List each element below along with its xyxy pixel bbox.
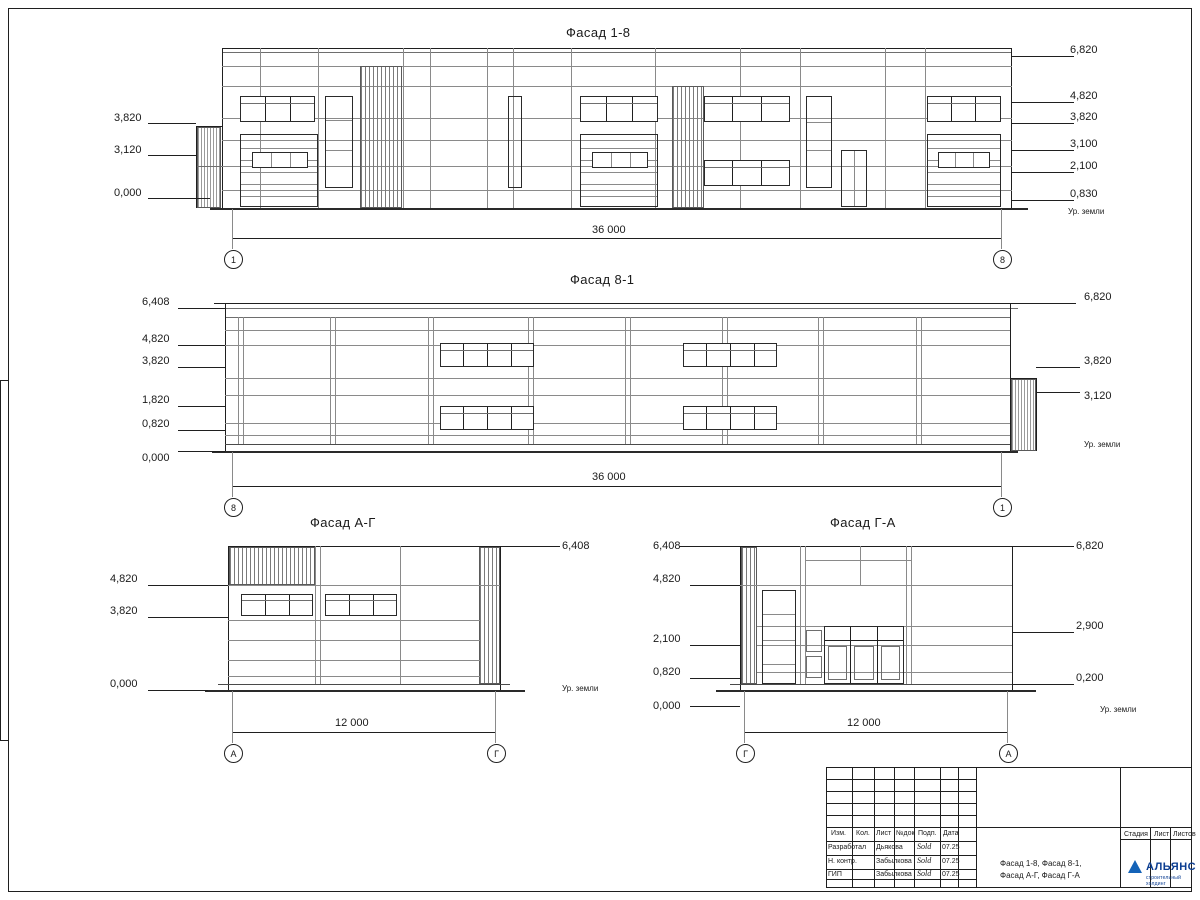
- fga-lmark-4820: 4,820: [653, 573, 681, 585]
- f18-joint-5: [571, 48, 572, 208]
- fag-band-3: [228, 640, 480, 641]
- f18-lmark-3820-line: [148, 123, 196, 124]
- f81-window-1-m1: [463, 344, 464, 366]
- fag-window-2-rail: [326, 600, 396, 601]
- tb-row-3: [826, 803, 976, 804]
- f81-annex-right: [1036, 378, 1037, 451]
- f18-window-5-rail: [705, 103, 789, 104]
- fga-dim-line: [744, 732, 1008, 733]
- f81-lmark-0820-line: [178, 430, 225, 431]
- fga-entrance-transom: [825, 640, 903, 641]
- f81-dim-line: [232, 486, 1002, 487]
- fga-entrance-panel-1: [828, 646, 847, 680]
- fag-window-1: [241, 594, 313, 616]
- fag-ground-line: [205, 690, 525, 692]
- tb-row-7: [826, 855, 976, 856]
- f81-window-3-m1: [463, 407, 464, 429]
- f81-window-2-m1: [706, 344, 707, 366]
- f18-door-3-vision: [938, 152, 990, 168]
- fga-side-panel-2: [806, 656, 822, 678]
- tb-col-1: [852, 767, 853, 888]
- f81-rmark-6820: 6,820: [1084, 291, 1112, 303]
- f18-door-2-s1: [581, 148, 657, 149]
- fag-window-1-m1: [265, 595, 266, 615]
- f81-roof-top: [214, 303, 1018, 304]
- fga-rmark-6820: 6,820: [1076, 540, 1104, 552]
- f81-window-2-m3: [754, 344, 755, 366]
- tb-row-role-3: ГИП: [828, 871, 842, 878]
- f81-rmark-3120: 3,120: [1084, 390, 1112, 402]
- f18-door-3-v1: [955, 153, 956, 167]
- f18-lmark-0000-line: [148, 198, 210, 199]
- fga-rmark-0200: 0,200: [1076, 672, 1104, 684]
- f81-rmark-3120-line: [1036, 392, 1080, 393]
- view-title-facade-1-8: Фасад 1-8: [566, 25, 631, 40]
- f18-door-2-s3: [581, 172, 657, 173]
- f81-window-4-m2: [730, 407, 731, 429]
- f18-axis-marker-left: 1: [224, 250, 243, 269]
- sheet-left-margin: [0, 380, 1, 740]
- f18-door-1-v2: [290, 153, 291, 167]
- f18-window-4-m1: [606, 97, 607, 121]
- fag-band-5: [228, 676, 480, 677]
- fga-window-tall-r3: [763, 664, 795, 665]
- f81-window-2-rail: [684, 350, 776, 351]
- tb-stage-row: [1120, 839, 1192, 840]
- f81-window-3-rail: [441, 413, 533, 414]
- f18-window-3: [508, 96, 522, 188]
- company-name: АЛЬЯНС: [1146, 861, 1197, 873]
- fga-ground-line: [716, 690, 1036, 692]
- f81-window-4-m1: [706, 407, 707, 429]
- f81-joint-14: [823, 317, 824, 444]
- f18-joint-11: [430, 48, 431, 208]
- f18-door-3-s5: [928, 196, 1000, 197]
- f81-window-1-rail: [441, 350, 533, 351]
- fag-joint-1: [315, 546, 316, 684]
- f18-ribbed-panel-1: [360, 66, 402, 208]
- fag-dim-value: 12 000: [335, 717, 369, 729]
- f81-window-4-rail: [684, 413, 776, 414]
- fga-lmark-0000-line: [690, 706, 740, 707]
- sheet-left-margin-tick-top: [0, 380, 9, 381]
- fga-joint-3: [906, 546, 907, 684]
- tb-row-name-3: Забылкова: [876, 871, 912, 878]
- fag-window-1-rail: [242, 600, 312, 601]
- f81-joint-6: [433, 317, 434, 444]
- f18-door-2-s4: [581, 184, 657, 185]
- f18-dim-value: 36 000: [592, 224, 626, 236]
- f18-door-3-s1: [928, 148, 1000, 149]
- f81-band-1: [225, 330, 1010, 331]
- f18-rmark-2100: 2,100: [1070, 160, 1098, 172]
- fag-lmark-3820-line: [148, 617, 228, 618]
- f81-lmark-4820: 4,820: [142, 333, 170, 345]
- f18-window-4-rail: [581, 103, 657, 104]
- tb-col-4: [914, 767, 915, 888]
- f18-dim-line: [232, 238, 1002, 239]
- tb-row-name-0: Дьякова: [876, 844, 903, 851]
- f18-door-1-vision: [252, 152, 308, 168]
- fga-window-tall: [762, 590, 796, 684]
- f81-ext-right: [1001, 452, 1002, 497]
- f18-joint-3: [403, 48, 404, 208]
- fga-lmark-0820: 0,820: [653, 666, 681, 678]
- f18-lmark-0000: 0,000: [114, 187, 142, 199]
- fag-window-2: [325, 594, 397, 616]
- fag-window-1-m2: [289, 595, 290, 615]
- f81-window-1-m2: [487, 344, 488, 366]
- view-title-facade-a-g: Фасад А-Г: [310, 515, 376, 530]
- f81-joint-10: [630, 317, 631, 444]
- f18-door-3-s3: [928, 172, 1000, 173]
- fag-ribbed-left: [229, 547, 315, 585]
- fga-lmark-4820-line: [690, 585, 740, 586]
- f18-annex-hatch: [197, 127, 221, 208]
- fga-window-tall-r2: [763, 640, 795, 641]
- f18-door-1-s4: [241, 184, 317, 185]
- f18-annex-mid: [197, 166, 222, 167]
- fga-right-edge: [1012, 546, 1013, 690]
- fag-dim-line: [232, 732, 496, 733]
- fga-rmark-6820-line: [1012, 546, 1074, 547]
- f18-joint-10: [925, 48, 926, 208]
- tb-header-podp: Подп.: [918, 830, 937, 837]
- tb-drawing-name-line1: Фасад 1-8, Фасад 8-1,: [1000, 859, 1082, 868]
- f81-ground-line: [212, 451, 1018, 453]
- fag-axis-marker-left: А: [224, 744, 243, 763]
- tb-header-kol: Кол.: [856, 830, 870, 837]
- f18-rmark-0830-line: [1012, 200, 1074, 201]
- fag-joint-2: [320, 546, 321, 684]
- fag-plinth: [218, 684, 510, 685]
- fga-side-panel-1: [806, 630, 822, 652]
- tb-header-izm: Изм.: [831, 830, 846, 837]
- view-title-facade-8-1: Фасад 8-1: [570, 272, 635, 287]
- f81-window-3-m2: [487, 407, 488, 429]
- f18-window-7-r1: [807, 122, 831, 123]
- fga-rmark-2900-line: [1012, 632, 1074, 633]
- f18-window-4-m2: [632, 97, 633, 121]
- fga-lmark-6408: 6,408: [653, 540, 681, 552]
- fag-lmark-4820-line: [148, 585, 228, 586]
- f18-window-8-m1: [951, 97, 952, 121]
- f18-window-2-r1: [326, 120, 352, 121]
- f81-band-4: [225, 395, 1010, 396]
- f18-window-2: [325, 96, 353, 188]
- f81-band-2: [225, 345, 1010, 346]
- f18-window-1-mul1: [265, 97, 266, 121]
- f18-rmark-3820-line: [1012, 123, 1074, 124]
- fag-band-1: [228, 585, 500, 586]
- f81-dim-value: 36 000: [592, 471, 626, 483]
- f81-band-6: [225, 435, 1010, 436]
- f81-axis-marker-left: 8: [224, 498, 243, 517]
- f18-rmark-2100-line: [1012, 172, 1074, 173]
- tb-row-sign-2: Sold: [917, 856, 932, 865]
- f81-lmark-4820-line: [178, 345, 225, 346]
- fga-rmark-2900: 2,900: [1076, 620, 1104, 632]
- tb-row-sign-3: Sold: [917, 869, 932, 878]
- fga-ribbed-left: [741, 547, 757, 684]
- fag-ground-label: Ур. земли: [562, 684, 599, 693]
- tb-row-date-3: 07.25: [942, 871, 960, 878]
- fga-ext-left: [744, 691, 745, 743]
- company-subtitle: строительный холдинг: [1146, 875, 1182, 887]
- f81-joint-2: [243, 317, 244, 444]
- fga-ground-label: Ур. земли: [1100, 705, 1137, 714]
- f18-ext-left: [232, 209, 233, 249]
- f81-annex-hatch: [1011, 379, 1036, 451]
- fga-axis-marker-right: А: [999, 744, 1018, 763]
- f81-lmark-0000-line: [178, 451, 225, 452]
- fga-lmark-0000: 0,000: [653, 700, 681, 712]
- f18-window-2-r2: [326, 150, 352, 151]
- f18-roof-top: [222, 48, 1012, 49]
- fga-entrance-m2: [877, 627, 878, 683]
- tb-row-8: [826, 869, 976, 870]
- fag-axis-marker-right: Г: [487, 744, 506, 763]
- fag-window-2-m2: [373, 595, 374, 615]
- fag-ribbed-right: [479, 547, 500, 684]
- tb-col-5: [940, 767, 941, 888]
- f18-band-1: [222, 66, 1012, 67]
- tb-col-6: [958, 767, 959, 888]
- f18-rmark-3100: 3,100: [1070, 138, 1098, 150]
- fga-lmark-2100: 2,100: [653, 633, 681, 645]
- fag-lmark-3820: 3,820: [110, 605, 138, 617]
- f18-ground-label: Ур. земли: [1068, 207, 1105, 216]
- f18-window-1: [240, 96, 315, 122]
- f18-ext-right: [1001, 209, 1002, 249]
- fag-joint-3: [400, 546, 401, 684]
- f81-band-3: [225, 378, 1010, 379]
- f18-rmark-3820: 3,820: [1070, 111, 1098, 123]
- tb-row-5: [826, 827, 1192, 828]
- fga-lmark-6408-line: [680, 546, 740, 547]
- f18-joint-2: [318, 48, 319, 208]
- f18-door-2-s5: [581, 196, 657, 197]
- tb-header-data: Дата: [943, 830, 959, 837]
- fag-rmark-6408: 6,408: [562, 540, 590, 552]
- f81-joint-13: [818, 317, 819, 444]
- fga-entrance-m1: [850, 627, 851, 683]
- f18-door-2-vision: [592, 152, 648, 168]
- tb-stage-header-2: Листов: [1173, 831, 1196, 838]
- f18-right-edge: [1011, 48, 1012, 209]
- f18-band-2: [222, 86, 1012, 87]
- f18-rmark-0830: 0,830: [1070, 188, 1098, 200]
- f18-joint-8: [800, 48, 801, 208]
- f18-rmark-6820: 6,820: [1070, 44, 1098, 56]
- f18-rmark-6820-line: [1012, 56, 1074, 57]
- f18-window-5: [704, 96, 790, 122]
- f18-left-edge: [222, 48, 223, 209]
- f18-window-7: [806, 96, 832, 188]
- company-logo-icon: [1128, 860, 1142, 873]
- f81-band-5: [225, 423, 1010, 424]
- f18-window-6-m1: [732, 161, 733, 185]
- tb-header-list: Лист: [876, 830, 892, 837]
- fga-upper-band: [806, 560, 912, 561]
- f18-joint-9: [885, 48, 886, 208]
- f81-joint-3: [330, 317, 331, 444]
- fag-ext-right: [495, 691, 496, 743]
- tb-col-3: [894, 767, 895, 888]
- f81-lmark-3820: 3,820: [142, 355, 170, 367]
- f81-joint-4: [335, 317, 336, 444]
- f81-window-1-m3: [511, 344, 512, 366]
- f81-lmark-3820-line: [178, 367, 225, 368]
- f18-roof-top2: [222, 52, 1012, 53]
- f81-left-edge: [225, 303, 226, 451]
- fag-lmark-0000: 0,000: [110, 678, 138, 690]
- fga-ext-right: [1007, 691, 1008, 743]
- f81-window-3-m3: [511, 407, 512, 429]
- f81-rmark-6820-line: [1018, 303, 1076, 304]
- f18-window-1-rail: [241, 103, 314, 104]
- tb-stage-header-0: Стадия: [1124, 831, 1148, 838]
- f18-lmark-3120: 3,120: [114, 144, 142, 156]
- fga-upper-mul: [860, 546, 861, 585]
- f81-rmark-3820: 3,820: [1084, 355, 1112, 367]
- f18-door-1-v1: [271, 153, 272, 167]
- fag-band-2: [228, 620, 480, 621]
- fag-band-4: [228, 660, 480, 661]
- f18-lmark-3120-line: [148, 155, 196, 156]
- tb-row-date-0: 07.25: [942, 844, 960, 851]
- tb-row-6: [826, 841, 976, 842]
- fga-rmark-0200-line: [1012, 684, 1074, 685]
- f18-window-6-m2: [761, 161, 762, 185]
- f18-door-1-s1: [241, 148, 317, 149]
- f18-door-2-v1: [611, 153, 612, 167]
- f18-entrance-door-mid: [854, 151, 855, 206]
- f81-lmark-6408: 6,408: [142, 296, 170, 308]
- tb-row-4: [826, 815, 976, 816]
- tb-row-date-2: 07.25: [942, 858, 960, 865]
- f18-rmark-4820-line: [1012, 102, 1074, 103]
- f81-lmark-6408-line: [178, 308, 225, 309]
- fag-ext-left: [232, 691, 233, 743]
- f81-roof-top3: [225, 317, 1010, 318]
- f81-joint-9: [625, 317, 626, 444]
- f81-window-4-m3: [754, 407, 755, 429]
- f81-axis-marker-right: 1: [993, 498, 1012, 517]
- tb-drawing-name-line2: Фасад А-Г, Фасад Г-А: [1000, 871, 1080, 880]
- fga-axis-marker-left: Г: [736, 744, 755, 763]
- fga-lmark-0820-line: [690, 678, 740, 679]
- f81-joint-1: [238, 317, 239, 444]
- tb-row-role-0: Разработал: [828, 844, 867, 851]
- fag-lmark-4820: 4,820: [110, 573, 138, 585]
- f18-rmark-3100-line: [1012, 150, 1074, 151]
- fag-lmark-0000-line: [148, 690, 208, 691]
- fga-roof-top: [740, 546, 1012, 547]
- f18-door-3-s4: [928, 184, 1000, 185]
- fga-joint-4: [911, 546, 912, 684]
- tb-stage-header-1: Лист: [1154, 831, 1170, 838]
- f18-door-1-s5: [241, 196, 317, 197]
- f81-lmark-0820: 0,820: [142, 418, 170, 430]
- fag-rmark-6408-line: [500, 546, 560, 547]
- tb-row-name-2: Забылкова: [876, 858, 912, 865]
- sheet-left-margin-tick: [0, 740, 9, 741]
- f18-rmark-4820: 4,820: [1070, 90, 1098, 102]
- fga-band-1: [740, 585, 1012, 586]
- f18-door-2-v2: [630, 153, 631, 167]
- f18-window-5-m2: [761, 97, 762, 121]
- f81-lmark-1820: 1,820: [142, 394, 170, 406]
- f18-window-4: [580, 96, 658, 122]
- f18-window-8: [927, 96, 1001, 122]
- f18-window-6-rail: [705, 167, 789, 168]
- f18-ground-line: [210, 208, 1028, 210]
- fag-right-edge: [500, 546, 501, 690]
- f18-window-8-m2: [975, 97, 976, 121]
- fag-window-2-m1: [349, 595, 350, 615]
- f81-joint-16: [921, 317, 922, 444]
- fga-lmark-2100-line: [690, 645, 740, 646]
- f18-window-7-r2: [807, 150, 831, 151]
- f18-lmark-3820: 3,820: [114, 112, 142, 124]
- f81-lmark-0000: 0,000: [142, 452, 170, 464]
- tb-row-sign-0: Sold: [917, 842, 932, 851]
- f18-ribbed-panel-2: [672, 86, 704, 208]
- f18-window-5-m1: [732, 97, 733, 121]
- f18-door-1-s3: [241, 172, 317, 173]
- f18-door-3-v2: [973, 153, 974, 167]
- f81-rmark-3820-line: [1036, 367, 1080, 368]
- f18-axis-marker-right: 8: [993, 250, 1012, 269]
- fga-joint-1: [800, 546, 801, 684]
- tb-col-2: [874, 767, 875, 888]
- f81-joint-5: [428, 317, 429, 444]
- f18-window-6: [704, 160, 790, 186]
- f81-lmark-1820-line: [178, 406, 225, 407]
- f81-ground-label: Ур. земли: [1084, 440, 1121, 449]
- tb-header-ndok: №док: [896, 830, 915, 837]
- tb-row-2: [826, 791, 976, 792]
- f81-plinth: [225, 444, 1010, 445]
- fga-entrance-panel-3: [881, 646, 900, 680]
- view-title-facade-g-a: Фасад Г-А: [830, 515, 896, 530]
- fga-plinth: [730, 684, 1022, 685]
- f81-ext-left: [232, 452, 233, 497]
- f18-window-1-mul2: [290, 97, 291, 121]
- f18-joint-4: [487, 48, 488, 208]
- fga-dim-value: 12 000: [847, 717, 881, 729]
- f18-window-8-rail: [928, 103, 1000, 104]
- fga-entrance-panel-2: [854, 646, 874, 680]
- fga-window-tall-r1: [763, 614, 795, 615]
- tb-row-9: [826, 879, 976, 880]
- f81-roof-top2: [214, 308, 1018, 309]
- tb-row-1: [826, 779, 976, 780]
- f81-joint-15: [916, 317, 917, 444]
- tb-row-role-2: Н. контр.: [828, 858, 857, 865]
- f81-window-2-m2: [730, 344, 731, 366]
